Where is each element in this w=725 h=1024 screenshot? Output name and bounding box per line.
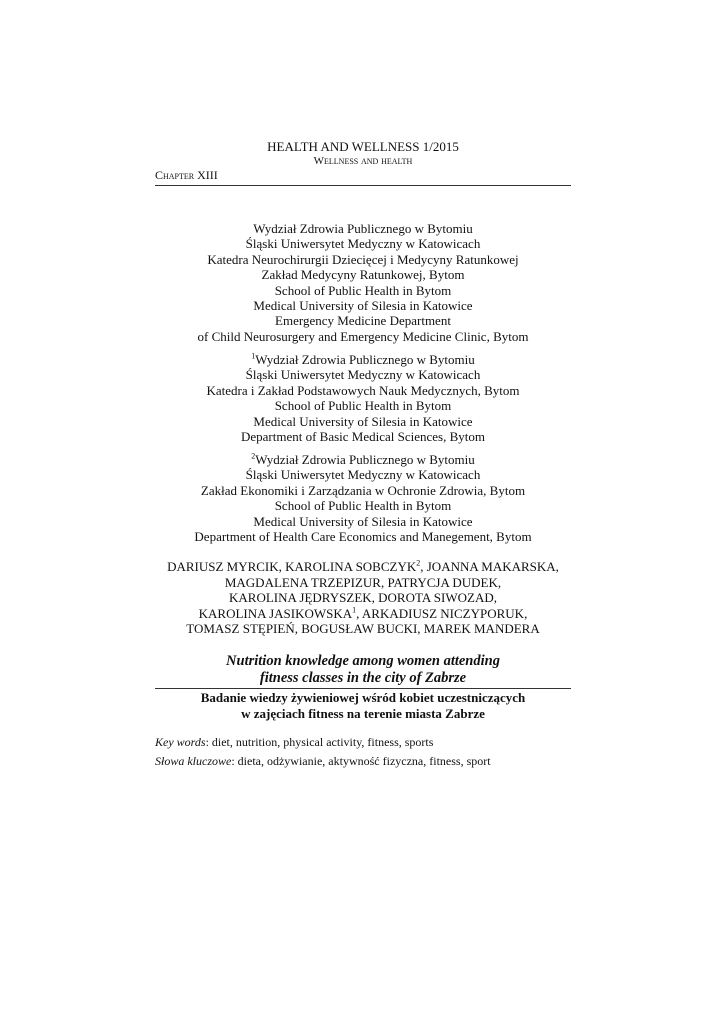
affiliation-line: of Child Neurosurgery and Emergency Medicine Clinic, Bytom [197, 328, 529, 344]
affiliation-block-2 [155, 352, 571, 444]
author-line [155, 606, 571, 622]
affiliation-line: Katedra Neurochirurgii Dziecięcej i Medycyny Ratunkowej [207, 251, 519, 267]
affiliation-line-text: Wydział Zdrowia Publicznego w Bytomiu [255, 452, 475, 467]
affiliation-line: Medical University of Silesia in Katowice [253, 298, 473, 314]
affiliation-line: Śląski Uniwersytet Medyczny w Katowicach [245, 367, 481, 383]
author-text: , JOANNA MAKARSKA, [420, 559, 559, 574]
affiliation-line: Zakład Ekonomiki i Zarządzania w Ochronie Zdrowia, Bytom [200, 482, 526, 498]
affiliation-line: Medical University of Silesia in Katowice [253, 513, 473, 529]
affiliation-line: Katedra i Zakład Podstawowych Nauk Medycznych, Bytom [206, 382, 520, 398]
affiliation-line [155, 352, 571, 367]
affiliation-line: School of Public Health in Bytom [274, 498, 452, 514]
author-text: KAROLINA JASIKOWSKA [198, 605, 353, 621]
journal-title: HEALTH AND WELLNESS 1/2015 [267, 139, 459, 154]
author-line: MAGDALENA TRZEPIZUR, PATRYCJA DUDEK, [224, 574, 502, 590]
affiliation-line [155, 452, 571, 467]
keywords-text: : dieta, odżywianie, aktywność fizyczna, fitness, sport [231, 754, 491, 768]
title-line: Nutrition knowledge among women attending [226, 653, 500, 669]
affiliation-marker: 2 [251, 451, 256, 461]
affiliation-marker: 1 [251, 351, 256, 361]
affiliation-block-3 [155, 452, 571, 544]
keywords-label: Słowa kluczowe [155, 754, 232, 768]
author-list [155, 559, 571, 637]
article-title-english [155, 653, 571, 687]
affiliation-line: Medical University of Silesia in Katowice [253, 413, 473, 429]
affiliation-line: Śląski Uniwersytet Medyczny w Katowicach [245, 467, 481, 483]
author-marker: 1 [352, 605, 357, 615]
affiliation-line: Śląski Uniwersytet Medyczny w Katowicach [245, 236, 481, 252]
keywords-text: : diet, nutrition, physical activity, fitness, sports [205, 735, 434, 749]
affiliation-line: Zakład Medycyny Ratunkowej, Bytom [261, 267, 465, 283]
affiliation-line: School of Public Health in Bytom [274, 282, 452, 298]
keywords-polish [155, 754, 571, 768]
affiliation-line: School of Public Health in Bytom [274, 398, 452, 414]
title-line: Badanie wiedzy żywieniowej wśród kobiet uczestniczących [200, 690, 526, 705]
affiliation-line-text: Wydział Zdrowia Publicznego w Bytomiu [255, 352, 475, 367]
author-text: DARIUSZ MYRCIK, KAROLINA SOBCZYK [167, 559, 417, 574]
author-line: KAROLINA JĘDRYSZEK, DOROTA SIWOZAD, [229, 590, 497, 605]
keywords-english [155, 735, 571, 749]
title-rule [155, 688, 571, 689]
author-marker: 2 [416, 558, 421, 568]
affiliation-block-1 [155, 221, 571, 344]
chapter-label: Chapter XIII [155, 168, 218, 182]
header-rule [155, 185, 571, 186]
title-line: w zajęciach fitness na terenie miasta Zabrze [241, 705, 485, 721]
title-line: fitness classes in the city of Zabrze [259, 670, 467, 686]
affiliation-line: Department of Health Care Economics and Manegement, Bytom [194, 529, 532, 545]
author-line [155, 559, 571, 575]
section-title: Wellness and health [313, 155, 413, 167]
affiliation-line: Department of Basic Medical Sciences, Bytom [240, 429, 486, 445]
article-title-polish [155, 690, 571, 721]
keywords-label: Key words [155, 735, 206, 749]
author-text: , ARKADIUSZ NICZYPORUK, [356, 605, 528, 621]
author-line: TOMASZ STĘPIEŃ, BOGUSŁAW BUCKI, MAREK MANDERA [186, 621, 540, 636]
affiliation-line: Wydział Zdrowia Publicznego w Bytomiu [253, 221, 473, 236]
affiliation-line: Emergency Medicine Department [275, 313, 451, 329]
